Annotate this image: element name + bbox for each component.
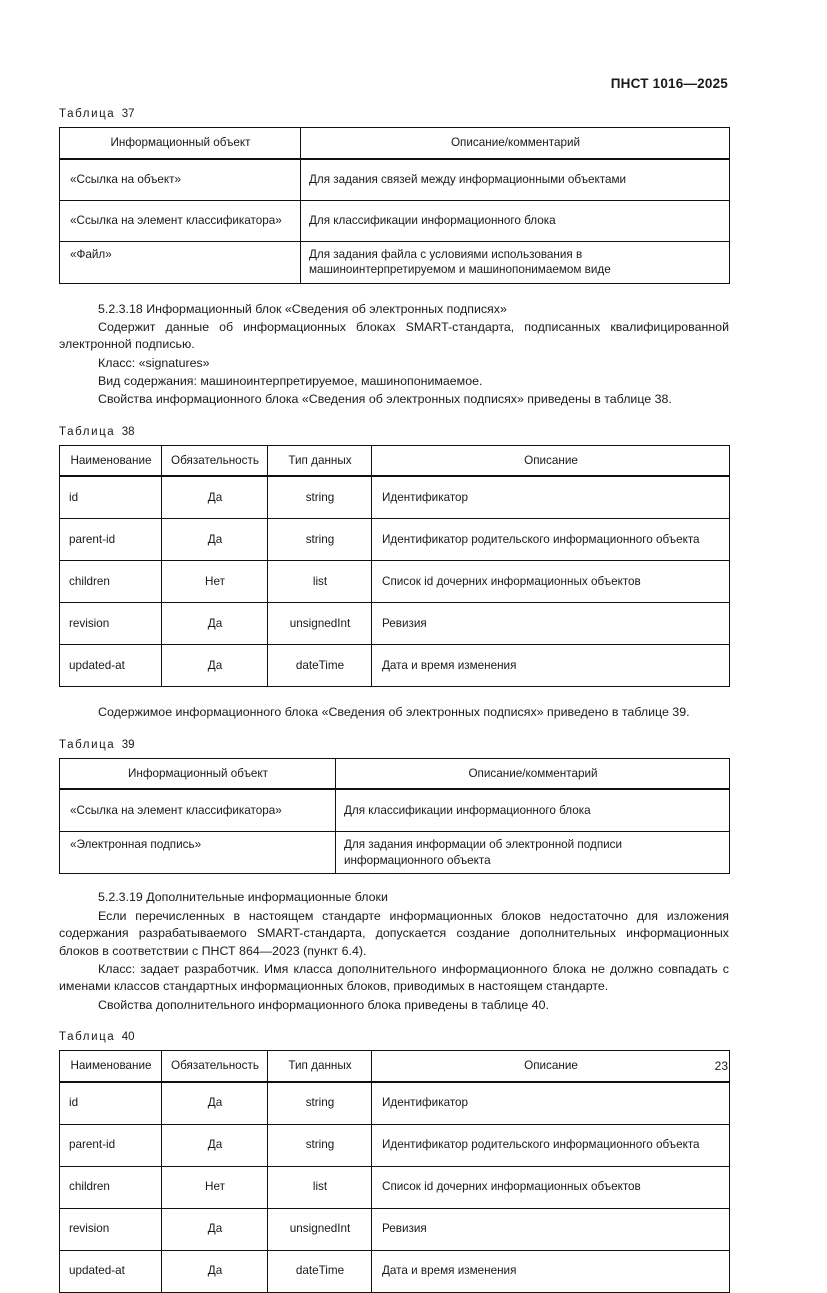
table-row [60,603,730,645]
cell-required: Да [162,519,268,561]
cell-datatype: string [268,1124,372,1166]
cell-datatype: list [268,1166,372,1208]
section-heading: 5.2.3.18 Информационный блок «Сведения об электронных подписях» [98,301,507,316]
column-header-object: Информационный объект [60,758,336,789]
cell-description: Для классификации информационного блока [301,200,730,241]
cell-name: id [60,1082,162,1125]
running-header: ПНСТ 1016—2025 [610,76,728,91]
cell-datatype: dateTime [268,1250,372,1292]
cell-required: Да [162,1250,268,1292]
section-5-2-3-18 [59,301,729,409]
cell-required: Да [162,603,268,645]
table-row [60,200,730,241]
cell-description: Идентификатор родительского информационного объекта [372,1124,730,1166]
table-caption-number: 40 [121,1030,135,1043]
column-header-required: Обязательность [162,1050,268,1081]
cell-description: Дата и время изменения [372,645,730,687]
cell-description: Список id дочерних информационных объектов [372,1166,730,1208]
table-caption-word: Таблица [59,738,116,751]
table-37 [59,127,730,284]
table-row [60,1208,730,1250]
cell-name: parent-id [60,519,162,561]
table-40 [59,1050,730,1293]
table-caption-number: 38 [121,425,135,438]
table-37-caption [59,108,729,120]
cell-name: revision [60,1208,162,1250]
column-header-object: Информационный объект [60,128,301,159]
cell-required: Да [162,1082,268,1125]
cell-datatype: string [268,476,372,519]
cell-name: parent-id [60,1124,162,1166]
cell-required: Да [162,645,268,687]
cell-name: id [60,476,162,519]
table-row [60,159,730,201]
table-header-row [60,445,730,476]
table-39-caption [59,739,729,751]
cell-datatype: string [268,519,372,561]
table-caption-number: 37 [121,108,135,120]
table-39 [59,758,730,875]
table-row [60,789,730,832]
cell-description: Ревизия [372,1208,730,1250]
section-table-reference: Свойства информационного блока «Сведения об электронных подписях» приведены в таблице 38. [98,392,672,407]
table-38-caption [59,426,729,438]
table-row [60,1250,730,1292]
cell-object: «Ссылка на объект» [60,159,301,201]
section-paragraph: Содержит данные об информационных блоках SMART-стандарта, подписанных квалифицированной электронной подписью. [59,320,729,352]
cell-description: Идентификатор [372,476,730,519]
cell-object: «Файл» [60,241,301,283]
cell-datatype: dateTime [268,645,372,687]
table-row [60,1082,730,1125]
table-row [60,645,730,687]
cell-datatype: unsignedInt [268,1208,372,1250]
section-class-line: Класс: «signatures» [98,355,210,370]
column-header-description: Описание [372,445,730,476]
cell-name: children [60,1166,162,1208]
column-header-datatype: Тип данных [268,445,372,476]
column-header-description: Описание/комментарий [301,128,730,159]
cell-name: revision [60,603,162,645]
column-header-required: Обязательность [162,445,268,476]
section-content-type-line: Вид содержания: машиноинтерпретируемое, машинопонимаемое. [98,374,483,389]
cell-name: updated-at [60,1250,162,1292]
page-number: 23 [714,1059,728,1073]
cell-description: Для задания файла с условиями использования в машиноинтерпретируемом и машинопонимаемом виде [301,241,730,283]
table-38 [59,445,730,688]
page-content [59,108,729,1293]
table-row [60,241,730,283]
cell-description: Для классификации информационного блока [336,789,730,832]
table-header-row [60,128,730,159]
table-caption-word: Таблица [59,425,116,438]
cell-description: Дата и время изменения [372,1250,730,1292]
cell-description: Идентификатор [372,1082,730,1125]
cell-object: «Электронная подпись» [60,832,336,874]
table-row [60,1166,730,1208]
table-caption-word: Таблица [59,1030,116,1043]
cell-required: Да [162,1124,268,1166]
table-row [60,561,730,603]
cell-datatype: string [268,1082,372,1125]
paragraph-after-table-38: Содержимое информационного блока «Сведения об электронных подписях» приведено в таблице 39. [98,705,690,720]
cell-required: Да [162,1208,268,1250]
column-header-description: Описание/комментарий [336,758,730,789]
table-caption-word: Таблица [59,108,116,120]
table-row [60,832,730,874]
section-heading: 5.2.3.19 Дополнительные информационные блоки [98,890,388,905]
column-header-name: Наименование [60,445,162,476]
cell-required: Да [162,476,268,519]
table-row [60,519,730,561]
cell-required: Нет [162,1166,268,1208]
table-40-caption [59,1031,729,1043]
column-header-datatype: Тип данных [268,1050,372,1081]
section-5-2-3-19 [59,889,729,1014]
section-paragraph: Если перечисленных в настоящем стандарте информационных блоков недостаточно для изложения содержания разрабатываемого SMART-стандарта, допускается создание дополнительных информационных блоков в соответствии с ПНСТ 864—2023 (пункт 6.4). [59,908,729,958]
cell-description: Для задания связей между информационными объектами [301,159,730,201]
table-caption-number: 39 [121,738,135,751]
cell-datatype: unsignedInt [268,603,372,645]
column-header-name: Наименование [60,1050,162,1081]
table-row [60,476,730,519]
cell-description: Для задания информации об электронной подписи информационного объекта [336,832,730,874]
table-row [60,1124,730,1166]
table-header-row [60,758,730,789]
cell-description: Ревизия [372,603,730,645]
section-class-line: Класс: задает разработчик. Имя класса дополнительного информационного блока не должно совпадать с именами классов стандартных информационных блоков, приводимых в настоящем стандарте. [59,961,729,994]
cell-description: Список id дочерних информационных объектов [372,561,730,603]
cell-datatype: list [268,561,372,603]
paragraph-after-table-38-wrap [59,704,729,721]
cell-description: Идентификатор родительского информационного объекта [372,519,730,561]
cell-object: «Ссылка на элемент классификатора» [60,200,301,241]
cell-required: Нет [162,561,268,603]
section-table-reference: Свойства дополнительного информационного блока приведены в таблице 40. [98,997,549,1012]
cell-name: updated-at [60,645,162,687]
cell-object: «Ссылка на элемент классификатора» [60,789,336,832]
column-header-description: Описание [372,1050,730,1081]
cell-name: children [60,561,162,603]
